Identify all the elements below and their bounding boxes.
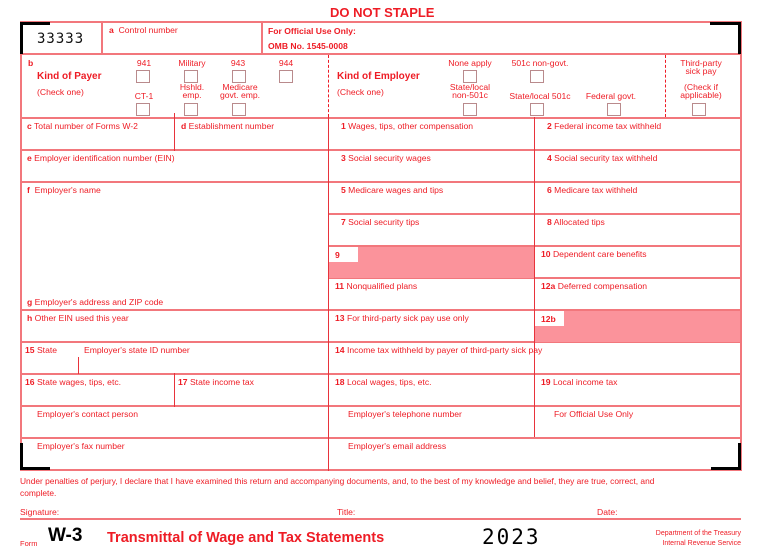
control-number-key: a [109, 25, 114, 35]
tax-year: 2023 [482, 525, 541, 549]
box-1-key: 1 [341, 121, 346, 131]
rule-bottom [20, 469, 741, 471]
field-d-label: Establishment number [188, 121, 275, 131]
field-h-key: h [27, 313, 33, 323]
box-8-label: Allocated tips [553, 217, 605, 227]
form-name: W-3 [48, 525, 83, 546]
payer-medicare-line2: govt. emp. [219, 89, 261, 100]
rule-contact-top [20, 405, 741, 407]
rule-f-top [20, 181, 741, 183]
payer-941-checkbox[interactable] [136, 70, 150, 83]
kind-of-employer-subtitle: (Check one) [337, 87, 384, 97]
box-12a-key: 12a [541, 281, 556, 291]
box-19-local-income-tax[interactable] [541, 378, 617, 387]
field-e-label: Employer identification number (EIN) [34, 153, 175, 163]
box-9-shaded [329, 247, 534, 278]
box-6-medicare-tax[interactable] [547, 186, 637, 195]
field-contact-person[interactable]: Employer's contact person [37, 409, 138, 419]
box-2-label: Federal income tax withheld [554, 121, 662, 131]
rule-control-label-right [261, 21, 263, 55]
box-19-key: 19 [541, 377, 551, 387]
box-9-label: 9 [329, 247, 358, 262]
box-19-label: Local income tax [552, 377, 618, 387]
rule-mid [328, 117, 329, 471]
rule-fax-top [20, 437, 741, 439]
payer-ct1-checkbox[interactable] [136, 103, 150, 116]
box-17-key: 17 [178, 377, 188, 387]
box-5-key: 5 [341, 185, 346, 195]
employer-federal-govt-checkbox[interactable] [607, 103, 621, 116]
rule-b-tick [174, 113, 175, 118]
field-h-label: Other EIN used this year [34, 313, 129, 323]
omb-number: OMB No. 1545-0008 [268, 41, 348, 51]
box-11-nonqualified[interactable] [335, 282, 417, 291]
third-party-line4: applicable) [680, 89, 722, 100]
field-d-key: d [181, 121, 187, 131]
rule-employer-thirdparty-dashed [665, 55, 666, 117]
official-use-label: For Official Use Only: [268, 26, 356, 36]
box-8-key: 8 [547, 217, 552, 227]
corner-mark-top-right [710, 22, 741, 54]
payer-military-label: Military [178, 58, 206, 68]
box-14-key: 14 [335, 345, 345, 355]
field-c-total-forms-w2[interactable] [27, 122, 138, 131]
box-13-third-party[interactable] [335, 314, 469, 323]
perjury-declaration-line2: complete. [20, 488, 57, 498]
signature-label[interactable]: Signature: [20, 507, 60, 517]
rule-16-top [20, 373, 741, 375]
employer-501c-nongovt-label: 501c non-govt. [511, 58, 569, 68]
box-10-label: Dependent care benefits [552, 249, 647, 259]
box-12a-label: Deferred compensation [557, 281, 648, 291]
box-2-key: 2 [547, 121, 552, 131]
field-e-ein[interactable] [27, 154, 175, 163]
agency-line2: Internal Revenue Service [662, 540, 741, 547]
box-10-key: 10 [541, 249, 551, 259]
box-3-label: Social security wages [348, 153, 431, 163]
payer-944-checkbox[interactable] [279, 70, 293, 83]
kind-of-payer-title: Kind of Payer [37, 71, 102, 82]
box-4-label: Social security tax withheld [554, 153, 658, 163]
payer-943-label: 943 [230, 58, 246, 68]
field-e-key: e [27, 153, 32, 163]
form-title: Transmittal of Wage and Tax Statements [107, 530, 385, 546]
box-16-label: State wages, tips, etc. [36, 377, 122, 387]
box-11-key: 11 [335, 281, 345, 291]
box-11-label: Nonqualified plans [346, 281, 418, 291]
box-3-ss-wages[interactable] [341, 154, 431, 163]
box-4-key: 4 [547, 153, 552, 163]
employer-statelocal-line2: non-501c [452, 89, 488, 100]
box-17-state-income-tax[interactable] [178, 378, 254, 387]
box-7-key: 7 [341, 217, 346, 227]
corner-mark-bottom-right [711, 443, 741, 470]
field-email[interactable]: Employer's email address [348, 441, 447, 451]
third-party-line3: (Check if [684, 82, 718, 92]
rule-e-top [20, 149, 741, 151]
employer-statelocal-non501c-label [440, 84, 500, 99]
payer-941-label: 941 [136, 58, 152, 68]
rule-15-tick [78, 357, 79, 374]
box-1-wages[interactable] [341, 122, 473, 131]
rule-16-17 [174, 373, 175, 407]
box-13-key: 13 [335, 313, 345, 323]
employer-federal-govt-label: Federal govt. [585, 91, 637, 101]
field-h-other-ein[interactable] [27, 314, 129, 323]
agency-line1: Department of the Treasury [655, 530, 741, 537]
box-7-label: Social security tips [348, 217, 420, 227]
field-c-key: c [27, 121, 32, 131]
field-f-label: Employer's name [34, 185, 101, 195]
field-f-employer-name[interactable] [27, 186, 101, 195]
employer-statelocal-501c-label: State/local 501c [509, 91, 571, 101]
rule-c-d [174, 117, 175, 151]
rule-payer-employer-dashed [328, 55, 329, 117]
title-label[interactable]: Title: [337, 507, 356, 517]
rule-top [20, 21, 741, 23]
payer-medicare-govt-label [214, 84, 266, 99]
box-17-label: State income tax [189, 377, 254, 387]
field-g-employer-address[interactable] [27, 298, 163, 307]
third-party-sick-pay-checkbox[interactable] [692, 103, 706, 116]
payer-household-label [172, 84, 212, 99]
box-16-key: 16 [25, 377, 35, 387]
payer-household-line2: emp. [182, 89, 202, 100]
control-number-label[interactable] [109, 26, 178, 35]
official-use-only-box: For Official Use Only [554, 409, 634, 419]
form-code: 33333 [37, 31, 85, 47]
box-10-dependent-care[interactable] [541, 250, 647, 259]
employer-statelocal-line1: State/local [449, 82, 491, 92]
payer-medicare-govt-checkbox[interactable] [232, 103, 246, 116]
box-15-state[interactable] [25, 346, 57, 355]
payer-household-checkbox[interactable] [184, 103, 198, 116]
kind-of-payer-key: b [28, 58, 34, 68]
box-5-label: Medicare wages and tips [348, 185, 444, 195]
box-7-ss-tips[interactable] [341, 218, 419, 227]
box-5-medicare-wages[interactable] [341, 186, 443, 195]
control-number-text: Control number [118, 25, 178, 35]
third-party-line2: sick pay [685, 65, 717, 76]
box-12b-label: 12b [535, 311, 564, 326]
rule-right [740, 21, 742, 471]
box-15-key: 15 [25, 345, 35, 355]
box-3-key: 3 [341, 153, 346, 163]
field-fax-number[interactable]: Employer's fax number [37, 441, 125, 451]
box-15-label: State [36, 345, 58, 355]
field-telephone[interactable]: Employer's telephone number [348, 409, 462, 419]
employer-501c-nongovt-checkbox[interactable] [530, 70, 544, 83]
payer-medicare-line1: Medicare [222, 82, 258, 92]
box-12a-deferred-comp[interactable] [541, 282, 647, 291]
rule-signature [20, 518, 741, 520]
perjury-declaration-line1: Under penalties of perjury, I declare that I have examined this return and accompanying documents, and, to the best of my knowledge and belief, they are true, correct, and [20, 476, 655, 486]
field-d-establishment-number[interactable] [181, 122, 274, 131]
kind-of-employer-title: Kind of Employer [337, 71, 420, 82]
box-14-income-tax-third-party[interactable] [335, 346, 542, 355]
third-party-sick-pay-label [670, 60, 732, 75]
payer-household-line1: Hshld. [179, 82, 205, 92]
field-c-label: Total number of Forms W-2 [34, 121, 138, 131]
rule-control-right [101, 21, 103, 55]
box-12b-shaded [535, 311, 740, 342]
box-15-state-id[interactable]: Employer's state ID number [84, 345, 190, 355]
do-not-staple-notice: DO NOT STAPLE [330, 5, 435, 20]
third-party-line1: Third-party [680, 58, 722, 68]
kind-of-payer-subtitle: (Check one) [37, 87, 84, 97]
box-18-local-wages[interactable] [335, 378, 432, 387]
box-8-allocated-tips[interactable] [547, 218, 605, 227]
employer-none-apply-label: None apply [448, 58, 492, 68]
box-16-state-wages[interactable] [25, 378, 121, 387]
box-14-label: Income tax withheld by payer of third-party sick pay [346, 345, 543, 355]
rule-right-col [534, 117, 535, 437]
payer-ct1-label: CT-1 [134, 91, 154, 101]
form-word: Form [20, 539, 38, 548]
box-13-label: For third-party sick pay use only [346, 313, 469, 323]
rule-c-top [20, 117, 741, 119]
box-6-key: 6 [547, 185, 552, 195]
field-f-key: f [27, 185, 30, 195]
employer-statelocal-501c-checkbox[interactable] [530, 103, 544, 116]
field-g-key: g [27, 297, 33, 307]
field-g-label: Employer's address and ZIP code [34, 297, 164, 307]
third-party-check-if-label [670, 84, 732, 99]
rule-left [20, 21, 22, 471]
payer-944-label: 944 [278, 58, 294, 68]
box-6-label: Medicare tax withheld [554, 185, 638, 195]
date-label[interactable]: Date: [597, 507, 618, 517]
box-1-label: Wages, tips, other compensation [348, 121, 474, 131]
box-4-ss-tax[interactable] [547, 154, 657, 163]
box-2-fed-income-tax[interactable] [547, 122, 661, 131]
employer-statelocal-non501c-checkbox[interactable] [463, 103, 477, 116]
box-18-key: 18 [335, 377, 345, 387]
box-18-label: Local wages, tips, etc. [346, 377, 432, 387]
rule-b-top [20, 53, 741, 55]
